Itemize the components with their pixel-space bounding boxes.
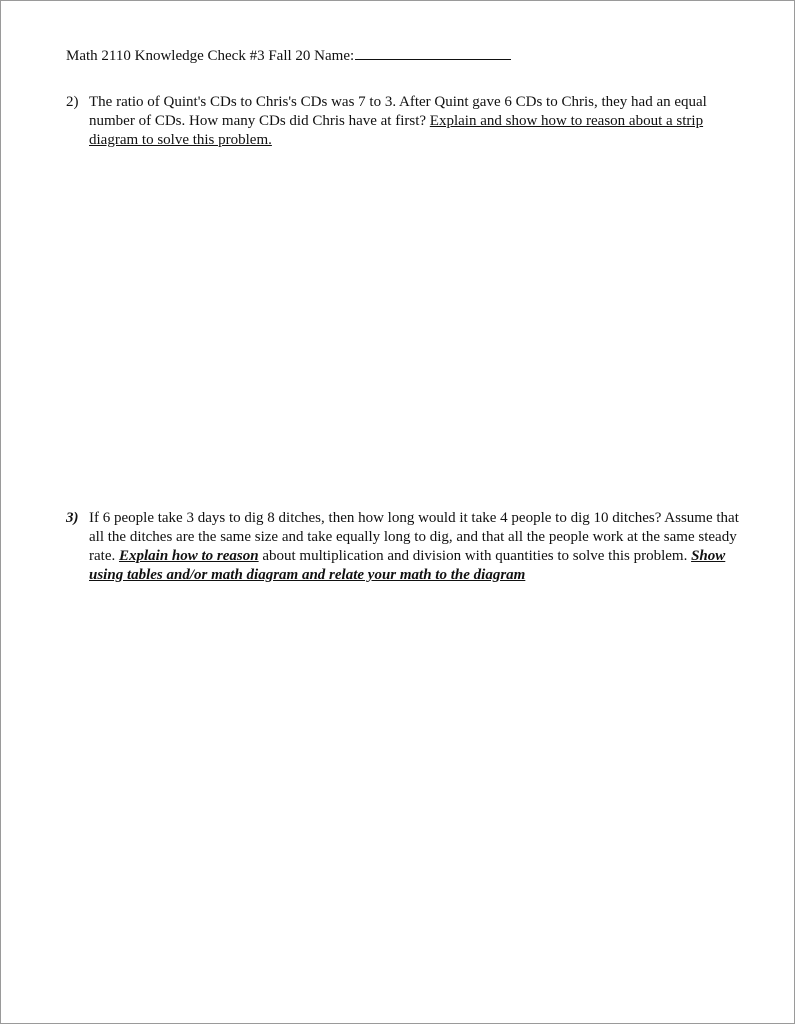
- question-3-emphasis: Explain how to reason: [118, 548, 259, 564]
- header-title: Math 2110 Knowledge Check #3 Fall 20 Name:: [66, 48, 355, 64]
- question-3-text: If 6 people take 3 days to dig 8 ditches, then how long would it take 4 people to dig 10 ditches? Assume that all the ditches are the same size and take equally long to dig, and that all the people work at the same steady rate.: [89, 510, 739, 564]
- page-header: [66, 46, 511, 65]
- question-3-instruction: Show using tables and/or math diagram and relate your math to the diagram: [89, 548, 726, 583]
- question-3-number: 3): [66, 510, 79, 526]
- question-2-text: The ratio of Quint's CDs to Chris's CDs was 7 to 3. After Quint gave 6 CDs to Chris, they had an equal number of CDs. How many CDs did Chris have at first?: [89, 94, 707, 129]
- question-3-text-after: about multiplication and division with quantities to solve this problem.: [262, 548, 688, 564]
- question-2-text-block: [89, 93, 734, 150]
- name-blank-line: [355, 46, 511, 60]
- question-2-number: 2): [66, 94, 79, 110]
- question-2-instruction: Explain and show how to reason about a strip diagram to solve this problem.: [89, 113, 704, 148]
- question-3-text-block: [89, 509, 739, 585]
